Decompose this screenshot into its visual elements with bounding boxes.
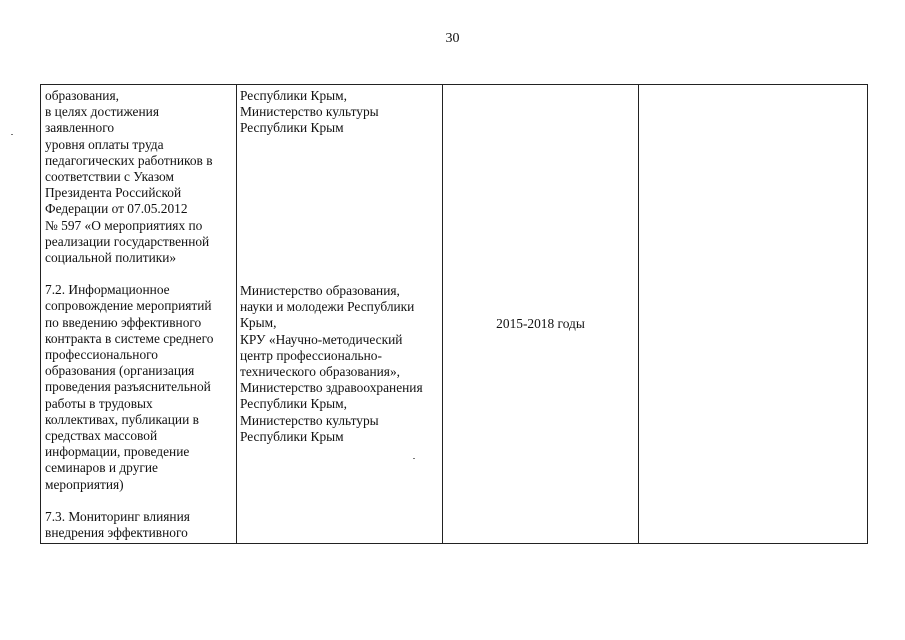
measure-line: 7.2. Информационное xyxy=(45,282,170,298)
measure-line: семинаров и другие xyxy=(45,460,159,476)
measure-line: в целях достижения xyxy=(45,104,159,120)
executor-line: Республики Крым xyxy=(240,428,344,444)
table-top-border xyxy=(40,84,868,85)
measure-line: реализации государственной xyxy=(45,233,210,249)
measure-line: внедрения эффективного xyxy=(45,525,188,541)
scan-speck xyxy=(11,134,13,135)
executor-line: Республики Крым xyxy=(240,120,344,136)
measure-line: работы в трудовых xyxy=(45,395,153,411)
table-bottom-border xyxy=(40,543,868,544)
executor-line: Республики Крым, xyxy=(240,396,347,412)
measure-line: социальной политики» xyxy=(45,249,177,265)
measure-line: образования, xyxy=(45,88,119,103)
measure-line: № 597 «О мероприятиях по xyxy=(45,217,203,233)
measures-cell xyxy=(45,88,213,541)
table-right-border xyxy=(867,84,868,544)
measure-line: мероприятия) xyxy=(45,476,124,492)
blank-line xyxy=(45,266,213,282)
measure-line: по введению эффективного xyxy=(45,314,202,330)
executor-line: науки и молодежи Республики xyxy=(240,299,415,315)
executor-line: технического образования», xyxy=(240,363,401,379)
measure-line: соответствии с Указом xyxy=(45,168,174,184)
measure-line: Президента Российской xyxy=(45,185,182,201)
measure-line: коллективах, публикации в xyxy=(45,411,199,427)
executor-line: Республики Крым, xyxy=(240,88,347,103)
column-divider-1 xyxy=(236,84,237,544)
page-number: 30 xyxy=(445,31,460,46)
executor-line: Министерство образования, xyxy=(240,283,400,298)
measure-line: Федерации от 07.05.2012 xyxy=(45,201,188,217)
measure-line: уровня оплаты труда xyxy=(45,136,164,152)
measure-line: информации, проведение xyxy=(45,444,190,460)
executors-cell-mid xyxy=(240,283,423,445)
measure-line: профессионального xyxy=(45,347,158,362)
column-divider-3 xyxy=(638,84,639,544)
measure-line: проведения разъяснительной xyxy=(45,379,211,395)
measure-line: заявленного xyxy=(45,120,115,136)
measure-line: контракта в системе среднего xyxy=(45,330,214,346)
executors-cell-top xyxy=(240,88,379,137)
executor-line: Министерство здравоохранения xyxy=(240,380,423,396)
measure-line: педагогических работников в xyxy=(45,152,213,168)
measure-line: сопровождение мероприятий xyxy=(45,298,212,314)
executor-line: Министерство культуры xyxy=(240,104,379,120)
scan-speck xyxy=(413,458,415,459)
measure-line: 7.3. Мониторинг влияния xyxy=(45,508,190,524)
period-cell: 2015-2018 годы xyxy=(496,316,585,331)
blank-line xyxy=(45,493,213,509)
executor-line: Министерство культуры xyxy=(240,412,379,428)
column-divider-2 xyxy=(442,84,443,544)
measure-line: средствах массовой xyxy=(45,427,158,443)
executor-line: Крым, xyxy=(240,315,277,331)
executor-line: центр профессионально- xyxy=(240,347,382,363)
measures-table xyxy=(40,84,868,544)
table-left-border xyxy=(40,84,41,544)
measure-line: образования (организация xyxy=(45,363,195,379)
executor-line: КРУ «Научно-методический xyxy=(240,331,403,347)
